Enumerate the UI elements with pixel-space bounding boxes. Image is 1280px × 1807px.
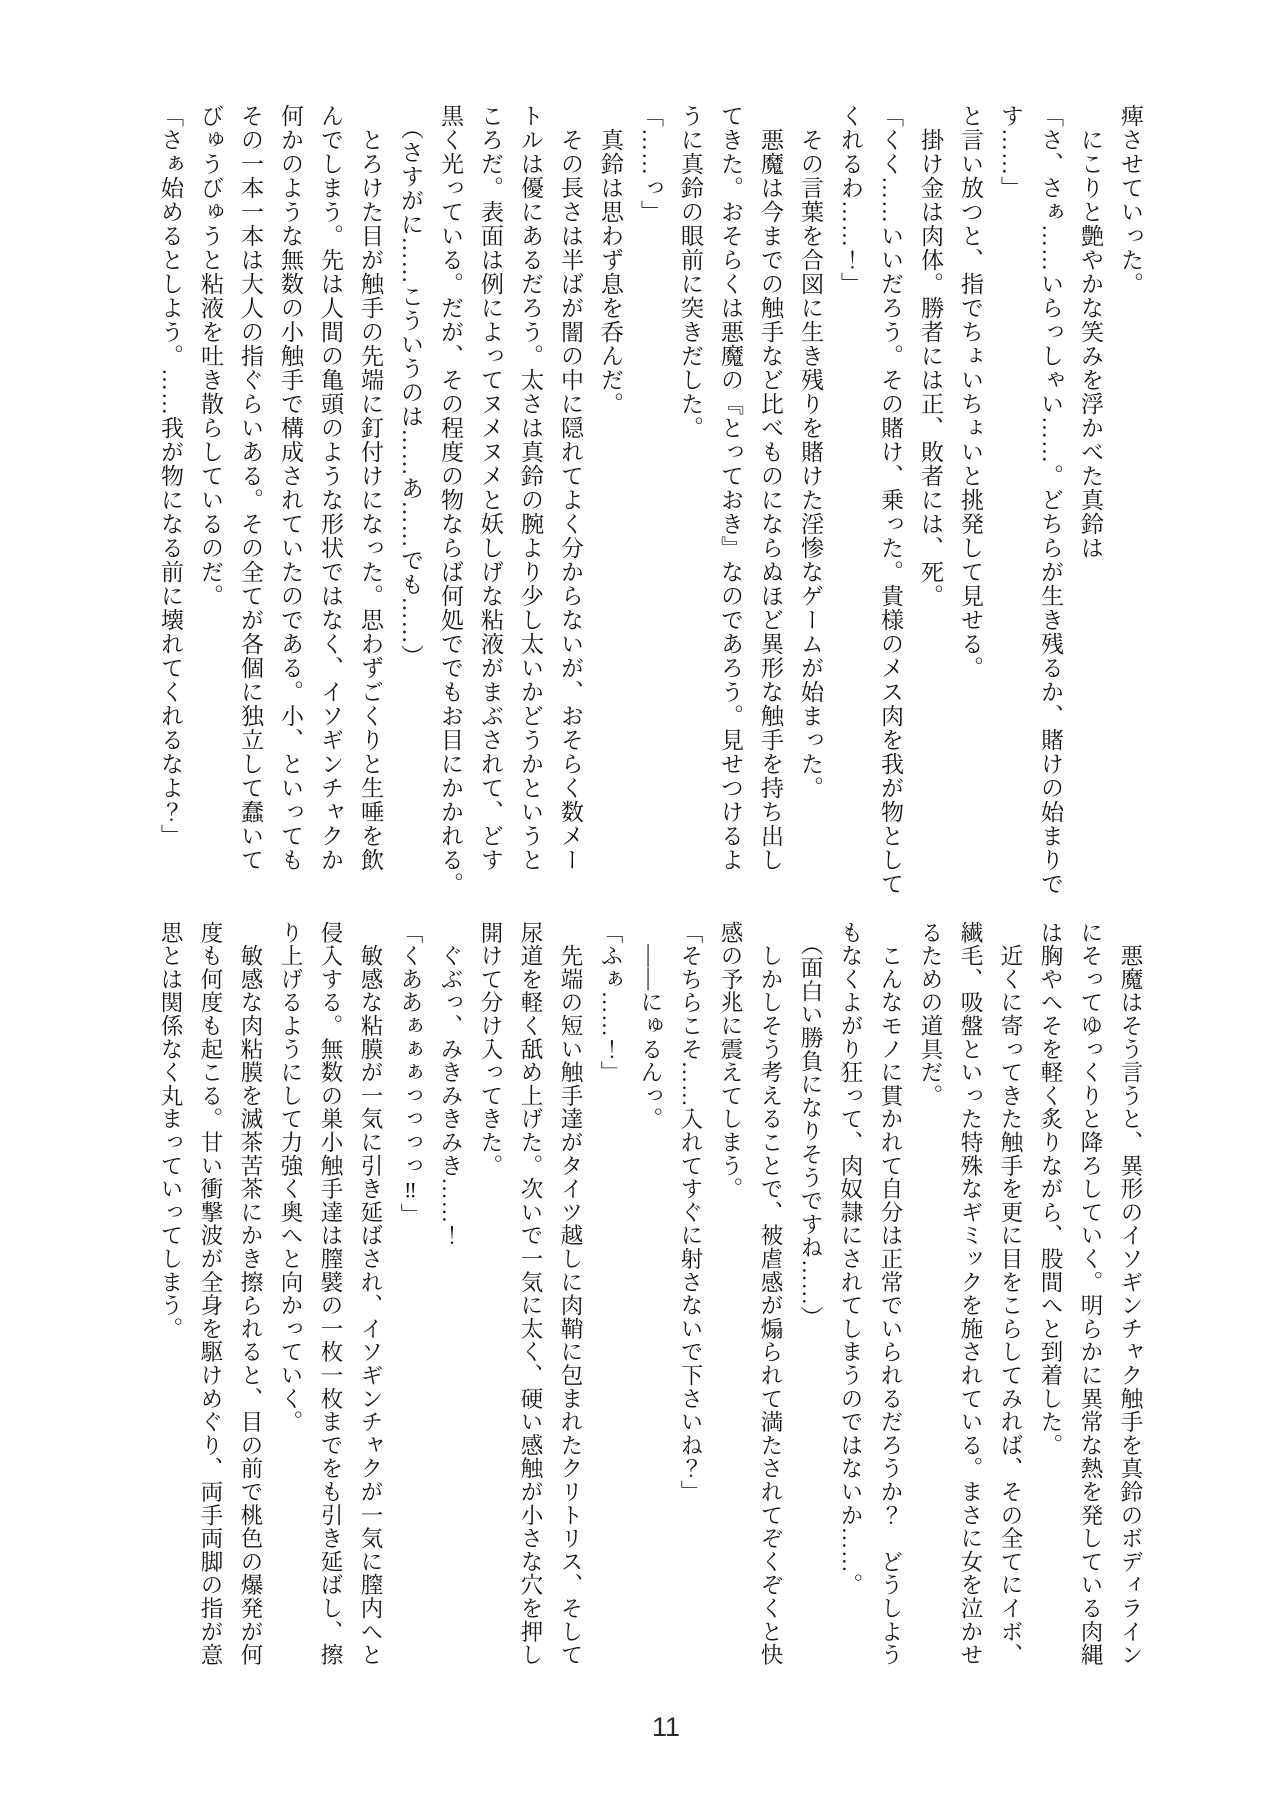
text-column: 開けて分け入ってきた。: [478, 921, 503, 1178]
text-column: ――にゅるんっ。: [638, 921, 663, 1131]
text-column: しかしそう考えることで、被虐感が煽られて満たされてぞくぞくと快: [758, 921, 783, 1667]
text-column: にそってゆっくりと降ろしていく。明らかに異常な熱を発している肉縄: [1078, 921, 1103, 1667]
text-column: す……」: [998, 104, 1023, 200]
text-column: ぐぶっ、みきみきみき……！: [438, 921, 463, 1248]
text-column: その言葉を合図に生き残りを賭けた淫惨なゲームが始まった。: [798, 104, 823, 800]
text-column: 先端の短い触手達がタイツ越しに肉鞘に包まれたクリトリス、そして: [558, 921, 583, 1667]
text-column: 「ふぁ……！」: [598, 921, 623, 1085]
text-column: 感の予兆に震えてしまう。: [718, 921, 743, 1201]
text-column: うに真鈴の眼前に突きだした。: [678, 104, 703, 440]
text-column: 痺させていった。: [1118, 104, 1143, 296]
text-column: とろけた目が触手の先端に釘付けになった。思わずごくりと生唾を飲: [358, 104, 383, 872]
text-column: り上げるようにして力強く奥へと向かっていく。: [278, 921, 303, 1434]
text-column: びゅうびゅうと粘液を吐き散らしているのだ。: [198, 104, 223, 608]
text-column: 敏感な肉粘膜を滅茶苦茶にかき擦られると、目の前で桃色の爆発が何: [238, 921, 263, 1667]
lower-text-block: [150, 921, 1150, 1669]
text-column: その長さは半ばが闇の中に隠れてよく分からないが、おそらく数メー: [558, 104, 583, 872]
text-column: 掛け金は肉体。勝者には正、敗者には、死。: [918, 104, 943, 608]
text-column: 「くく……いいだろう。その賭け、乗った。貴様のメス肉を我が物として: [878, 104, 903, 896]
text-column: 悪魔はそう言うと、異形のイソギンチャク触手を真鈴のボディライン: [1118, 921, 1143, 1667]
text-column: と言い放つと、指でちょいちょいと挑発して見せる。: [958, 104, 983, 680]
text-column: 近くに寄ってきた触手を更に目をこらしてみれば、その全てにイボ、: [998, 921, 1023, 1667]
text-column: トルは優にあるだろう。太さは真鈴の腕より少し太いかどうかというと: [518, 104, 543, 872]
text-column: その一本一本は大人の指ぐらいある。その全てが各個に独立して蠢いて: [238, 104, 263, 872]
text-column: くれるわ……！」: [838, 104, 863, 296]
text-column: （面白い勝負になりそうですね……）: [798, 921, 823, 1330]
page-number: 11: [651, 1712, 681, 1742]
text-column: 侵入する。無数の巣小触手達は膣襞の一枚一枚までをも引き延ばし、擦: [318, 921, 343, 1667]
text-column: 何かのような無数の小触手で構成されていたのである。小、といっても: [278, 104, 303, 872]
text-column: 尿道を軽く舐め上げた。次いで一気に太く、硬い感触が小さな穴を押し: [518, 921, 543, 1667]
text-column: 「くああぁぁぁっっっっ‼」: [398, 921, 423, 1227]
text-column: は胸やへそを軽く炙りながら、股間へと到着した。: [1038, 921, 1063, 1457]
text-column: 「さぁ始めるとしよう。……我が物になる前に壊れてくれるなよ？」: [158, 104, 183, 848]
text-column: 繊毛、吸盤といった特殊なギミックを施されている。まさに女を泣かせ: [958, 921, 983, 1667]
text-column: 真鈴は思わず息を呑んだ。: [598, 104, 623, 416]
text-column: 「……っ」: [638, 104, 663, 224]
text-column: 思とは関係なく丸まっていってしまう。: [158, 921, 183, 1341]
text-column: てきた。おそらくは悪魔の『とっておき』なのであろう。見せつけるよ: [718, 104, 743, 872]
text-column: 「そちらこそ……入れてすぐに射さないで下さいね？」: [678, 921, 703, 1504]
text-column: ころだ。表面は例によってヌメヌメと妖しげな粘液がまぶされて、どす: [478, 104, 503, 872]
text-column: 悪魔は今までの触手など比べものにならぬほど異形な触手を持ち出し: [758, 104, 783, 872]
text-column: にこりと艶やかな笑みを浮かべた真鈴は: [1078, 104, 1103, 560]
text-column: 「さ、さぁ……いらっしゃい……。どちらが生き残るか、賭けの始まりで: [1038, 104, 1063, 896]
text-column: もなくよがり狂って、肉奴隷にされてしまうのではないか……。: [838, 921, 863, 1597]
text-column: 敏感な粘膜が一気に引き延ばされ、イソギンチャクが一気に膣内へと: [358, 921, 383, 1667]
text-column: （さすがに……こういうのは……あ……でも……）: [398, 104, 423, 669]
text-column: 黒く光っている。だが、その程度の物ならば何処ででもお目にかかれる。: [438, 104, 463, 896]
text-column: こんなモノに貫かれて自分は正常でいられるだろうか？ どうしよう: [878, 921, 903, 1667]
upper-text-block: [150, 104, 1150, 896]
text-column: 度も何度も起こる。甘い衝撃波が全身を駆けめぐり、両手両脚の指が意: [198, 921, 223, 1667]
text-column: んでしまう。先は人間の亀頭のような形状ではなく、イソギンチャクか: [318, 104, 343, 872]
text-column: るための道具だ。: [918, 921, 943, 1108]
